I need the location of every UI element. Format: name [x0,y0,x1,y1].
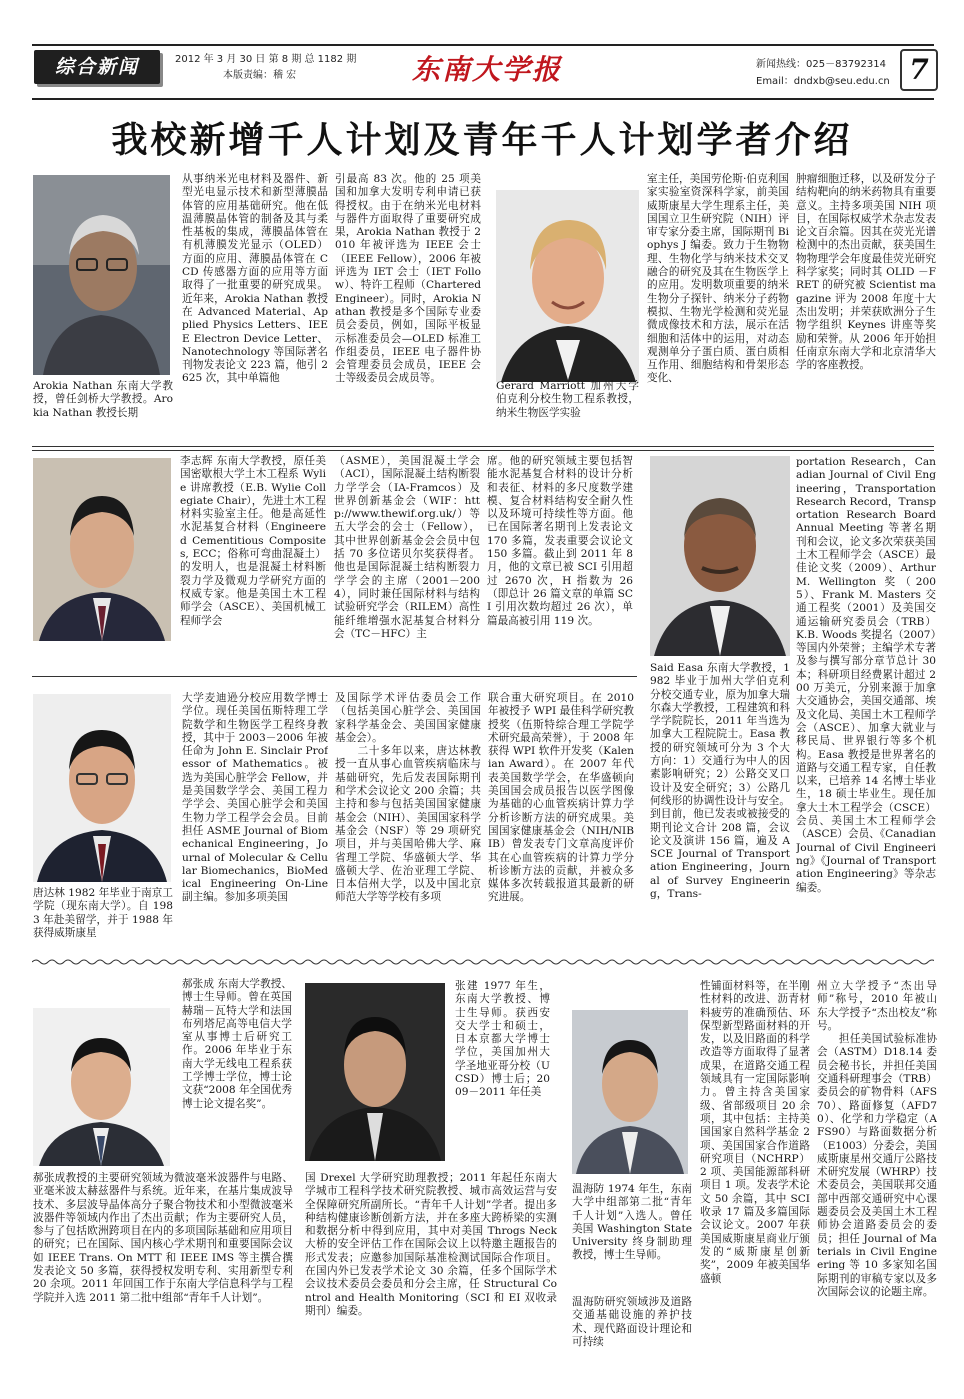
article-easa-col1: Said Easa 东南大学教授，1982 毕业于加州大学伯克利分校交通专业，原为加拿大瑞尔森大学教授，工程建筑和科学学院院长，2011 年当选为加拿大工程院院士。Easa 教授的研究领域可分为 3 个大方向：1）交通行为中人的因素影响研究；2）公路交叉口设计及安全研究；3）公路几何线形的协调性设计与安全。到目前，他已发表或被接受的期刊论文合计 208 篇，会议论文及演讲 156 篇，遍及 ASCE Journal of Transportation Engineering，Journal of Survey Engineering，Trans- [650,662,790,901]
article-nathan-col1: 从事纳米光电材料及器件、新型光电显示技术和新型薄膜晶体管的应用基础研究。他在低温薄膜晶体管的制备及其与柔性基板的集成，薄膜晶体管在有机薄膜发光显示（OLED）方面的应用、薄膜晶体管在 CCD 传感器方面的应用等方面取得了一批重要的研究成果。近年来，Arokia Nathan 教授在 Advanced Material、Applied Physics Letters、IEEE Electron Device Letter、Nanotechnology 等国际著名刊物发表论文 223 篇，他引 2625 次，其中单篇他 [182,173,328,385]
portrait-li [33,458,171,641]
newspaper-logo: 东南大学报 [412,53,563,86]
portrait-easa [650,456,790,656]
article-hao-col1: 郝张成 东南大学教授、博士生导师。曾在英国赫瑞－瓦特大学和法国布列塔尼高等电信大学室从事博士后研究工作。2006 年毕业于东南大学无线电工程系获工学博士学位，博士论文获“2008 年全国优秀博士论文提名奖”。 [182,978,292,1110]
article-marriott-col2: 肿瘤细胞迁移，以及研发分子结构靶向的纳米药物具有重要意义。主持多项美国 NIH 项目，在国际权威学术杂志发表论文百余篇。因其在荧光光谱检测中的杰出贡献，获美国生物物理学会年度最佳荧光研究科学家奖；同时其 OLID －FRET 的研究被 Scientist magazine 评为 2008 年度十大杰出发明；并荣获欧洲分子生物学组织 Keynes 讲座等奖励和荣誉。从 2006 年开始担任南京东南大学和北京清华大学的客座教授。 [796,173,936,372]
article-li-col1: 李志辉 东南大学教授，原任美国密歇根大学土木工程系 Wylie 讲席教授（E.B. Wylie Collegiate Chair），先进土木工程材料实验室主任。他是高延性水泥基复合材料（Engineered Cementitious Composites, ECC；俗称可弯曲混凝土）的发明人，也是混凝土材料断裂力学及微观力学研究方面的权威专家。他是美国土木工程师学会（ASCE）、美国机械工程师学会 [180,455,326,627]
article-li-col2: （ASME），美国混凝土学会（ACI），国际混凝土结构断裂力学学会（IA-Framcos）及世界创新基金会（WIF：http://www.thewif.org.uk/）等五大学会的会士（Fellow），其中世界创新基金会会员中包括 70 多位诺贝尔奖获得者。他也是国际混凝土结构断裂力学学会的主席（2001－2004），同时兼任国际材料与结构试验研究学会（RILEM）高性能纤维增强水泥基复合材料分会（TC－HFC）主 [334,455,480,640]
page-number: 7 [900,49,938,91]
caption-wen: 温海防 1974 年生，东南大学中组部第二批“青年千人计划”入选人。曾任美国 Washington State University 终身制助理教授，博士生导师。 [572,1183,692,1262]
article-li-col3: 席。他的研究领域主要包括智能水泥基复合材料的设计分析和表征、材料的多尺度数学建模、复合材料结构安全耐久性以及环境可持续性等方面。他已在国际著名期刊上发表论文 170 多篇，发表重要会议论文 150 多篇。截止到 2011 年 8 月，他的文章已被 SCI 引用超过 2670 次，H 指数为 26（即总计 26 篇文章的单篇 SCI 引用次数均超过 26 次），单篇最高被引用 119 次。 [487,455,633,627]
contact-info [756,56,890,90]
caption-nathan: Arokia Nathan 东南大学教授，曾任剑桥大学教授。Arokia Nathan 教授长期 [33,380,173,419]
article-hao-col2: 郝张成教授的主要研究领域为微波毫米波器件与电路、亚毫米波太赫兹器件与系统。近年来，在基片集成波导技术、多层波导晶体高分子聚合物技术和小型微波毫米波器件等领域内作出了杰出贡献；作为主要研究人员，参与了包括欧洲跨项目在内的多项国际基础和应用项目的研究；已在国际、国内核心学术期刊和重要国际会议如 IEEE Trans. On MTT 和 IEEE IMS 等主撰合撰发表论文 50 多篇，获得授权发明专利、实用新型专利 20 余项。2011 年回国工作于东南大学信息科学与工程学院并入选 2011 第二批中组部“青年千人计划”。 [33,1172,293,1304]
article-easa-col2: portation Research，Canadian Journal of Civil Engineering，Transportation Research Record，Transportation Research Board Annual Meeting 等著名期刊和会议，论文多次荣获美国土木工程师学会（ASCE）最佳论文奖（2009）、Arthur M. Wellington 奖（2005）、Frank M. Masters 交通工程奖（2001）及美国交通运输研究委员会（TRB）K.B. Woods 奖提名（2007）等国内外荣誉；主编学术专著及参与撰写部分章节总计 30 本；科研项目经费累计超过 200 万美元，分别来源于加拿大交通协会，美国交通部、埃及文化局、美国土木工程师学会（ASCE）、加拿大就业与移民局、世界银行等多个机构。Easa 教授是世界著名的道路与交通工程专家，自任教以来，已培养 14 名博士毕业生，18 硕士毕业生。现任加拿大土木工程学会（CSCE）会员、美国土木工程师学会（ASCE）会员、《Canadian Journal of Civil Engineering》《Journal of Transportation Engineering》等杂志编委。 [796,456,936,894]
article-marriott-col1: 室主任，美国劳伦斯·伯克利国家实验室资深科学家，前美国威斯康星大学生理系主任，美国国立卫生研究院（NIH）评审专家分委主席，国际期刊 Biophys J 编委。致力于生物物理、生物化学与纳米技术交叉融合的研究及其在生物医学上的应用。发明数项重要的纳米生物分子探针、纳米分子药物模拟、生物光学检测和荧光显微成像技术和方法，展示在活细胞和活体中的运用，对动态观测单分子蛋白质、蛋白质相互作用、细胞结构和骨架形态变化、 [647,173,789,385]
portrait-zhang [305,983,445,1161]
issue-line: 2012 年 3 月 30 日 第 8 期 总 1182 期 [175,54,357,65]
portrait-hao [33,1008,170,1166]
caption-tang: 唐达林 1982 年毕业于南京工学院（现东南大学）。自 1983 年赴美留学，并于 1988 年获得威斯康星 [33,887,173,939]
article-zhang-col1: 张建 1977 年生，东南大学教授、博士生导师。获西安交大学士和硕士，日本京都大学博士学位，美国加州大学圣地亚哥分校（UCSD）博士后；2009－2011 年任美 [455,980,550,1099]
portrait-tang [33,694,171,882]
article-tang-col1: 大学麦迪逊分校应用数学博士学位。现任美国伍斯特理工学院数学和生物医学工程终身教授，其中于 2003－2006 年被任命为 John E. Sinclair Professor of Mathematics。被选为美国心脏学会 Fellow，并是美国数学学会、美国工程力学学会、美国心脏学会和美国生物力学工程学会会员。目前担任 ASME Journal of Biomechanical Engineering，Journal of Molecular & Cellular Biomechanics，BioMedical Engineering On-Line 副主编。参加多项美国 [182,692,328,904]
portrait-wen [572,1010,688,1174]
email: Email：dndxb@seu.edu.cn [756,76,890,87]
wavy-divider [32,958,934,966]
article-zhang-col2: 国 Drexel 大学研究助理教授；2011 年起任东南大学城市工程科学技术研究院教授、城市高效运营与安全保障研究所副所长。“青年千人计划”学者。提出多种结构健康诊断创新方法，并在多座大跨桥梁的实测和数据分析中得到应用，其中对美国 Throgs Neck 大桥的安全评估工作在国际会议上以特邀主题报告的形式发表；应邀参加国际基准检测试国际合作项目。在国内外已发表学术论文 30 余篇，任多个国际学术会议技术委员会委员和分会主席，任 Structural Control and Health Monitoring（SCI 和 EI 双收录期刊）编委。 [305,1172,557,1317]
article-wen-col2: 性铺面材料等，在半刚性材料的改进、沥青材料疲劳的准确预估、环保型新型路面材料的开发，以及旧路面的科学改造等方面取得了显著成果，在道路交通工程领域具有一定国际影响力。曾主持含美国家级、省部级项目 20 余项，其中包括：主持美国国家自然科学基金 2 项、美国国家合作道路研究项目（NCHRP）2 项、美国能源部科研项目 1 项。发表学术论文 50 余篇，其中 SCI 收录 17 篇及多篇国际会议论文。2007 年获美国威斯康星商业厅颁发的“威斯康星创新奖”，2009 年被美国华盛顿 [700,980,810,1285]
article-nathan-col2: 引最高 83 次。他的 25 项美国和加拿大发明专利申请已获得授权。由于在纳米光电材料与器件方面取得了重要研究成果，Arokia Nathan 教授于 2010 年被评选为 IEEE 会士（IEEE Fellow），2006 年被评选为 IET 会士（IET Follow）、特许工程师（Chartered Engineer）。同时，Arokia Nathan 教授是多个国际专业委员会委员，例如，国际平板显示标准委员会—OLED 标准工作组委员，IEEE 电子器件协会管理委员会成员，IEEE 会士等级委员会成员等。 [335,173,481,385]
portrait-marriott [496,190,639,382]
page-headline: 我校新增千人计划及青年千人计划学者介绍 [111,120,853,161]
portrait-nathan [33,175,170,375]
article-tang-col2: 及国际学术评估委员会工作（包括美国心脏学会、美国国家科学基金会、美国国家健康基金会）。 二十多年以来，唐达林教授一直从事心血管疾病临床与基础研究，先后发表国际期刊和学术会议论文 200 余篇；共主持和参与包括美国国家健康基金会（NIH）、美国国家科学基金会（NSF）等 29 项研究项目，并与美国哈佛大学、麻省理工学院、华盛顿大学、华盛顿大学、佐治亚理工学院、日本信州大学，以及中国北京师范大学等学校有多项 [335,692,481,904]
issue-info [175,52,356,84]
caption-marriott: Gerard Marriott 加州大学伯克利分校生物工程系教授，纳米生物医学实验 [496,380,639,419]
editor-line: 本版责编：稽 宏 [223,70,297,81]
article-wen-col1: 温海防研究领域涉及道路交通基础设施的养护技术、现代路面设计理论和可持续 [572,1296,692,1348]
article-wen-col3: 州立大学授予“杰出导师”称号，2010 年被山东大学授予“杰出校友”称号。 担任美国试验标准协会（ASTM）D18.14 委员会秘书长，并担任美国交通科研理事会（TRB）委员会的矿物骨料（AFS70）、路面修复（AFD70）、化学和力学稳定（AFS90）与路面数据分析（E1003）分委会，美国威斯康星州交通厅公路技术研究发展（WHRP）技术委员会，美国联邦交通部中西部交通研究中心课题委员会及美国土木工程师协会道路委员会的委员；担任 Journal of Materials in Civil Engineering 等 10 多家知名国际期刊的审稿专家以及多次国际会议的论题主席。 [817,980,937,1298]
article-tang-col3: 联合重大研究项目。在 2010 年被授予 WPI 最佳科学研究教授奖（伍斯特综合理工学院学术研究最高荣誉），于 2008 年获得 WPI 软件开发奖（Kalenian Award）。在 2007 年代表美国数学学会，在华盛顿向美国国会成员报告以医学图像为基础的心血管疾病计算力学分析诊断方法的研究成果。美国国家健康基金会（NIH/NIBIB）曾发表专门文章高度评价其在心血管疾病的计算力学分析诊断方法的贡献，并被众多媒体多次转载报道其最新的研究进展。 [488,692,634,904]
section-divider [32,446,934,451]
hotline: 新闻热线：025－83792314 [756,59,886,70]
divider-li-tang [32,676,637,677]
section-label: 综合新闻 [34,50,160,84]
